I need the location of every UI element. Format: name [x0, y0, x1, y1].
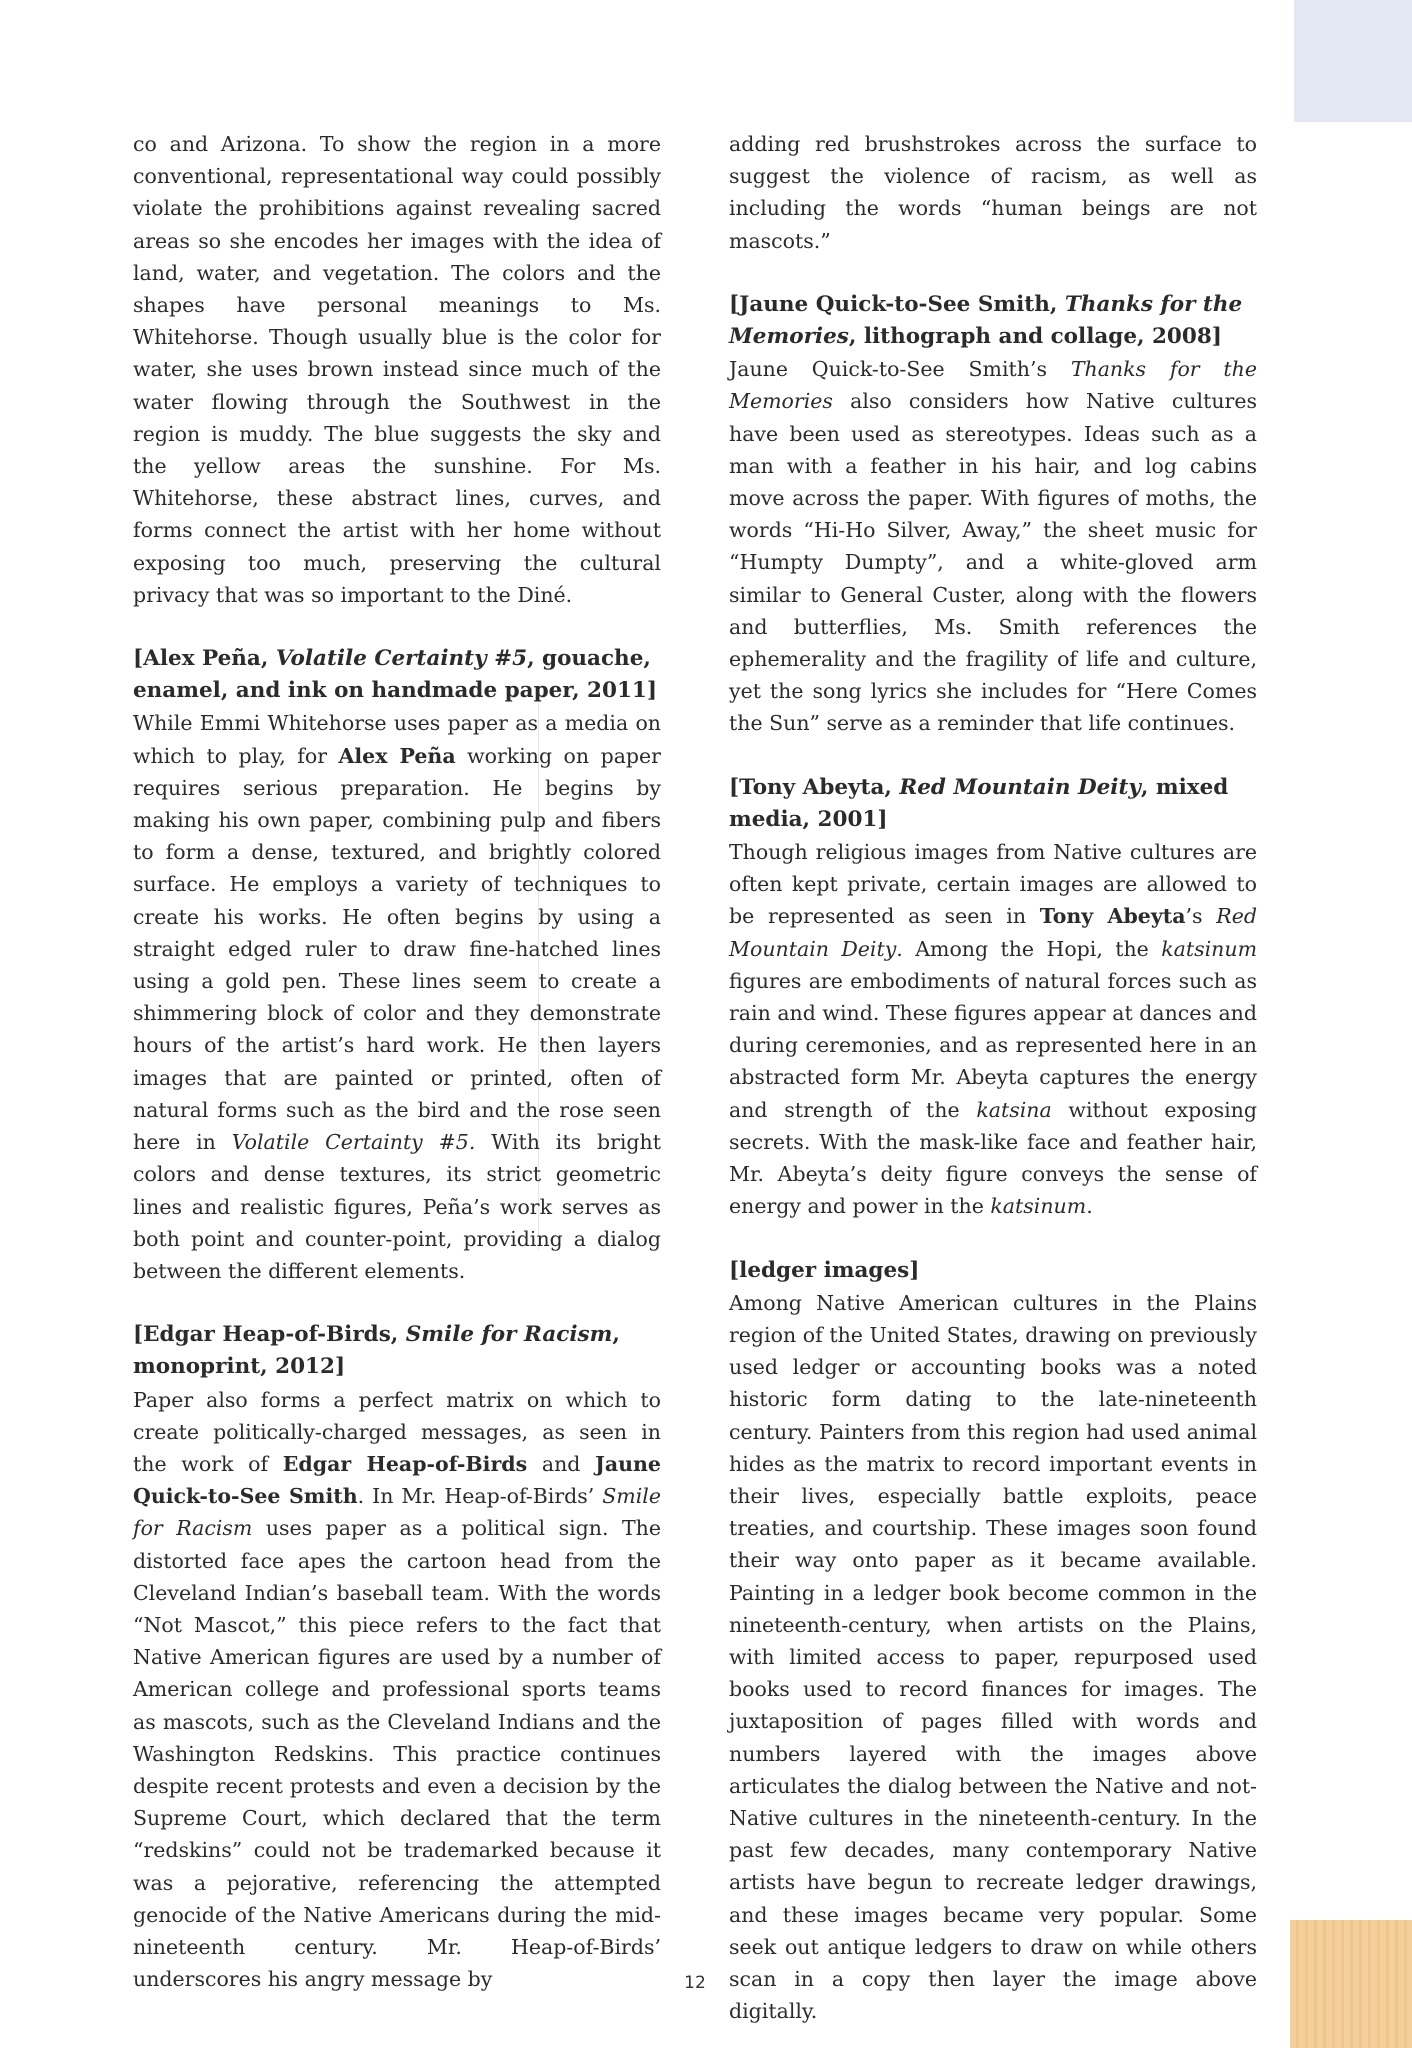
pena-paragraph: While Emmi Whitehorse uses paper as a media on which to play, for Alex Peña working on paper requires serious preparation. He begins by making his own paper, combining pulp and fibers to form a dense, textured, and brightly colored surface. He employs a variety of techniques to create his works. He often begins by using a straight edged ruler to draw fine-hatched lines using a gold pen. These lines seem to create a shimmering block of color and they demonstrate hours of the artist’s hard work. He then layers images that are painted or printed, often of natural forms such as the bird and the rose seen here in Volatile Certainty #5. With its bright colors and dense textures, its strict geometric lines and realistic figures, Peña’s work serves as both point and counter-point, providing a dialog between the different elements. [133, 711, 661, 1283]
abeyta-heading: [Tony Abeyta, Red Mountain Deity, mixed media, 2001] [729, 774, 1229, 832]
ledger-paragraph: Among Native American cultures in the Plains region of the United States, drawing on previously used ledger or accounting books was a noted historic form dating to the late-nineteenth century. Painters from this region had used animal hides as the matrix to record important events in their lives, especially battle exploits, peace treaties, and courtship. These images soon found their way onto paper as it became available. Painting in a ledger book become common in the nineteenth-century, when artists on the Plains, with limited access to paper, repurposed used books used to record finances for images. The juxtaposition of pages filled with words and numbers layered with the images above articulates the dialog between the Native and not-Native cultures in the nineteenth-century. In the past few decades, many contemporary Native artists have begun to recreate ledger drawings, and these images became very popular. Some seek out antique ledgers to draw on while others scan in a copy then layer the image above digitally. [729, 1290, 1257, 2024]
continued-paragraph: adding red brushstrokes across the surface to suggest the violence of racism, as well as including the words “human beings are not mascots.” [729, 132, 1257, 253]
abeyta-paragraph: Though religious images from Native cultures are often kept private, certain images are allowed to be represented as seen in Tony Abeyta’s Red Mountain Deity. Among the Hopi, the katsinum figures are embodiments of natural forces such as rain and wind. These figures appear at dances and during ceremonies, and as represented here in an abstracted form Mr. Abeyta captures the energy and strength of the katsina without exposing secrets. With the mask-like face and feather hair, Mr. Abeyta’s deity figure conveys the sense of energy and power in the katsinum. [729, 840, 1258, 1219]
heap-heading: [Edgar Heap-of-Birds, Smile for Racism, monoprint, 2012] [133, 1322, 620, 1380]
page-number: 12 [684, 1973, 706, 1993]
page-tab-top [1294, 0, 1412, 122]
right-column [729, 128, 1257, 2027]
smith-paragraph: Jaune Quick-to-See Smith’s Thanks for the Memories also considers how Native cultures have been used as stereotypes. Ideas such as a man with a feather in his hair, and log cabins move across the paper. With figures of moths, the words “Hi-Ho Silver, Away,” the sheet music for “Humpty Dumpty”, and a white-gloved arm similar to General Custer, along with the flowers and butterflies, Ms. Smith references the ephemerality and the fragility of life and culture, yet the song lyrics she includes for “Here Comes the Sun” serve as a reminder that life continues. [729, 357, 1257, 736]
heap-paragraph: Paper also forms a perfect matrix on which to create politically-charged messages, as seen in the work of Edgar Heap-of-Birds and Jaune Quick-to-See Smith. In Mr. Heap-of-Birds’ Smile for Racism uses paper as a political sign. The distorted face apes the cartoon head from the Cleveland Indian’s baseball team. With the words “Not Mascot,” this piece refers to the fact that Native American figures are used by a number of American college and professional sports teams as mascots, such as the Cleveland Indians and the Washington Redskins. This practice continues despite recent protests and even a decision by the Supreme Court, which declared that the term “redskins” could not be trademarked because it was a pejorative, referencing the attempted genocide of the Native Americans during the mid-nineteenth century. Mr. Heap-of-Birds’ underscores his angry message by [133, 1387, 661, 1992]
intro-paragraph: co and Arizona. To show the region in a more conventional, representational way could possibly violate the prohibitions against revealing sacred areas so she encodes her images with the idea of land, water, and vegetation. The colors and the shapes have personal meanings to Ms. Whitehorse. Though usually blue is the color for water, she uses brown instead since much of the water flowing through the Southwest in the region is muddy. The blue suggests the sky and the yellow areas the sunshine. For Ms. Whitehorse, these abstract lines, curves, and forms connect the artist with her home without exposing too much, preserving the cultural privacy that was so important to the Diné. [133, 132, 661, 607]
ledger-heading: [ledger images] [729, 1257, 920, 1283]
smith-heading: [Jaune Quick-to-See Smith, Thanks for the Memories, lithograph and collage, 2008] [729, 291, 1243, 350]
left-column [133, 128, 661, 1995]
pena-heading: [Alex Peña, Volatile Certainty #5, gouache, enamel, and ink on handmade paper, 2011] [133, 646, 658, 704]
